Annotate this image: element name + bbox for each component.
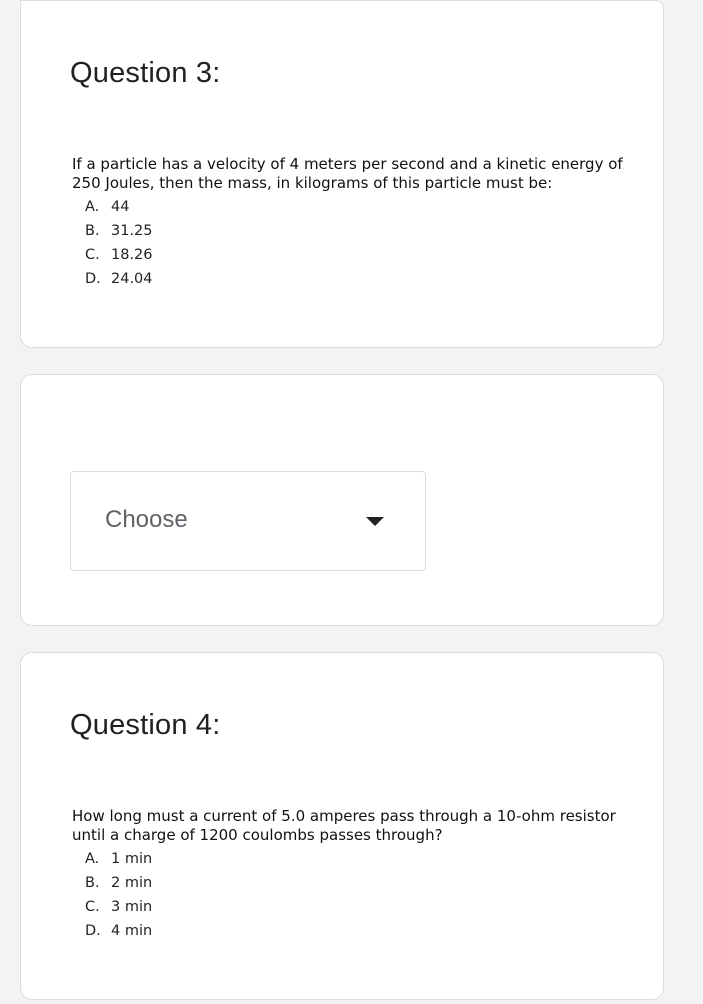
question-3-options bbox=[85, 198, 153, 294]
option-letter: C. bbox=[85, 899, 100, 915]
caret-down-icon bbox=[366, 517, 384, 526]
question-4-card bbox=[20, 652, 664, 1000]
dropdown-placeholder: Choose bbox=[105, 506, 188, 533]
option-value: 3 min bbox=[111, 899, 153, 915]
question-4-options bbox=[85, 850, 152, 946]
answer-card bbox=[20, 374, 664, 626]
question-4-title: Question 4: bbox=[70, 709, 221, 741]
option-value: 4 min bbox=[111, 923, 153, 939]
answer-dropdown[interactable] bbox=[70, 471, 426, 571]
option-item bbox=[85, 246, 153, 270]
option-letter: C. bbox=[85, 247, 100, 263]
question-3-title: Question 3: bbox=[70, 57, 221, 89]
question-3-text: If a particle has a velocity of 4 meters per second and a kinetic energy of 250 Joules, then the mass, in kilograms of this particle must be: bbox=[72, 155, 623, 192]
option-letter: A. bbox=[85, 851, 100, 867]
option-item bbox=[85, 222, 153, 246]
option-value: 31.25 bbox=[111, 223, 153, 239]
option-letter: D. bbox=[85, 923, 101, 939]
option-letter: A. bbox=[85, 199, 100, 215]
option-value: 18.26 bbox=[111, 247, 153, 263]
option-item bbox=[85, 198, 153, 222]
option-item bbox=[85, 874, 152, 898]
option-value: 2 min bbox=[111, 875, 153, 891]
option-value: 24.04 bbox=[111, 271, 153, 287]
question-4-text: How long must a current of 5.0 amperes pass through a 10-ohm resistor until a charge of 1200 coulombs passes through? bbox=[72, 807, 616, 844]
option-item bbox=[85, 850, 152, 874]
option-value: 1 min bbox=[111, 851, 153, 867]
option-item bbox=[85, 922, 152, 946]
question-3-card bbox=[20, 0, 664, 348]
option-letter: B. bbox=[85, 223, 100, 239]
option-item bbox=[85, 270, 153, 294]
option-letter: B. bbox=[85, 875, 100, 891]
option-value: 44 bbox=[111, 199, 130, 215]
option-item bbox=[85, 898, 152, 922]
option-letter: D. bbox=[85, 271, 101, 287]
